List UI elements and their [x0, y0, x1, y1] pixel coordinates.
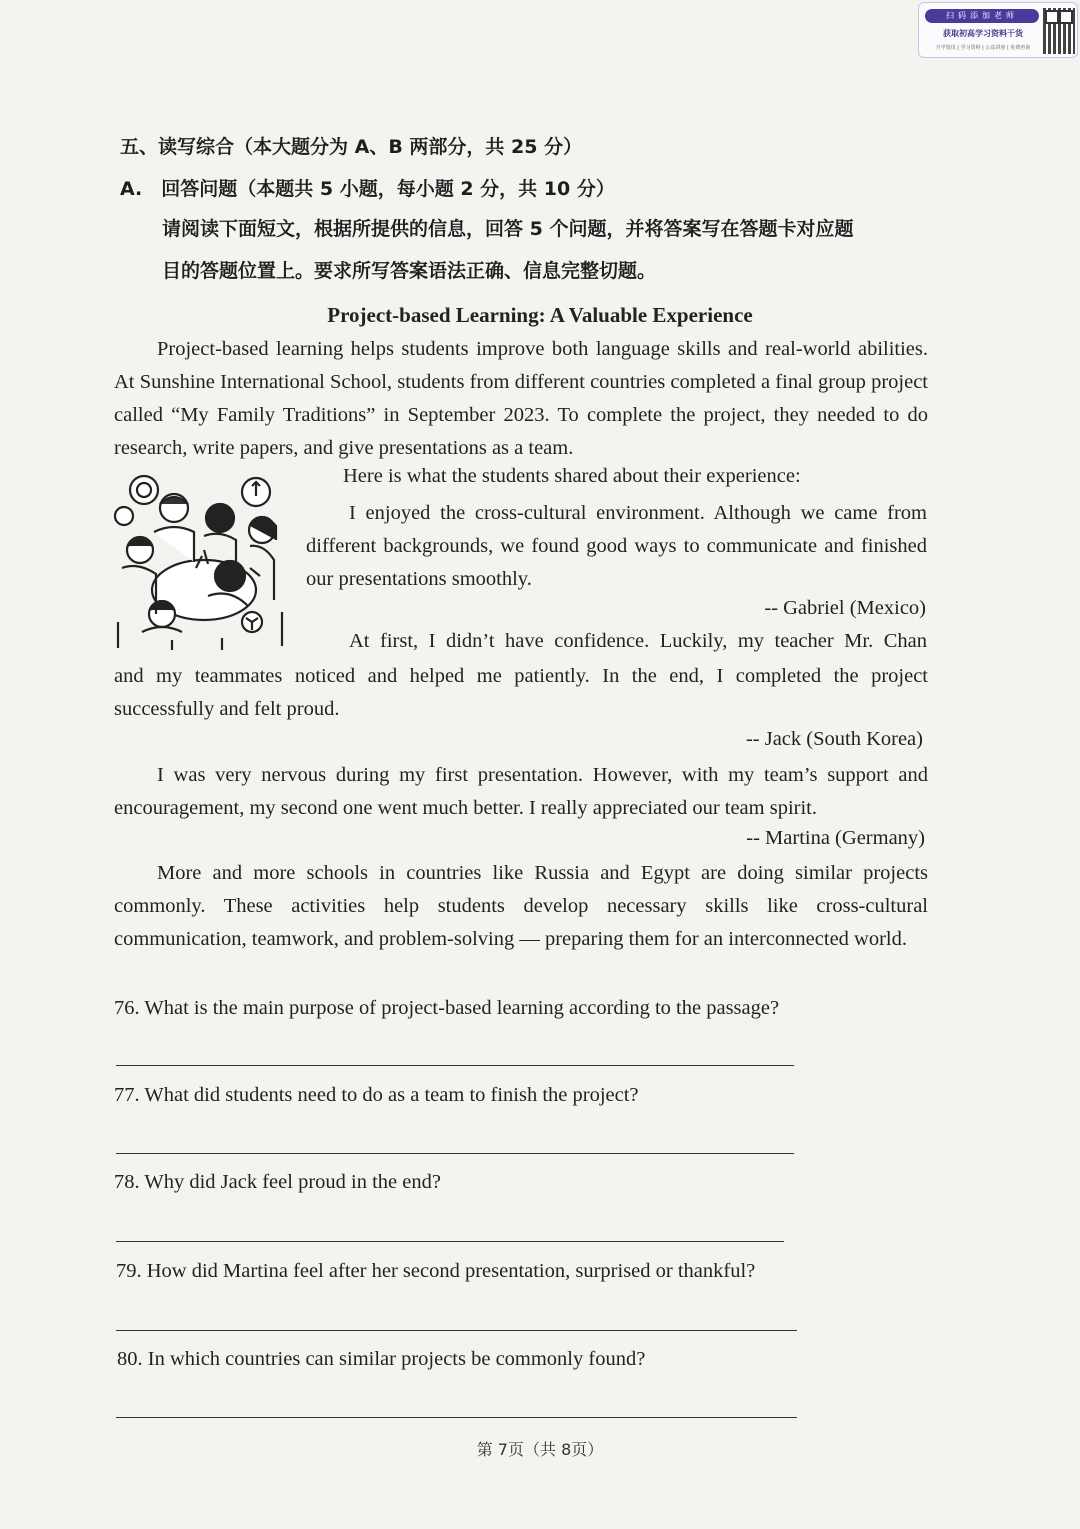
essay-paragraph-1: Project-based learning helps students improve both language skills and real-world abilities. At Sunshine International School, students from different countries completed a final group project called “My Family Traditions” in September 2023. To complete the project, they needed to do research, write papers, and give presentations as a team. — [114, 338, 928, 459]
quote-jack: and my teammates noticed and helped me patiently. In the end, I completed the project successfully and felt proud. — [114, 665, 928, 720]
question-79: 79. How did Martina feel after her second presentation, surprised or thankful? — [116, 1260, 756, 1282]
answer-line-79[interactable] — [116, 1330, 797, 1331]
answer-line-78[interactable] — [116, 1241, 784, 1242]
question-77: 77. What did students need to do as a team to finish the project? — [114, 1084, 639, 1106]
quote-martina: I was very nervous during my first presentation. However, with my team’s support and encouragement, my second one went much better. I really appreciated our team spirit. — [114, 764, 928, 819]
answer-line-77[interactable] — [116, 1153, 794, 1154]
question-80: 80. In which countries can similar projects be commonly found? — [117, 1348, 646, 1370]
instruction-line-2: 目的答题位置上。要求所写答案语法正确、信息完整切题。 — [162, 260, 657, 282]
students-intro: Here is what the students shared about their experience: — [343, 465, 801, 487]
promo-subtext: 升学资讯 | 学习资料 | 公益讲座 | 免费咨询 — [935, 45, 1031, 51]
students-discussion-illustration — [112, 472, 294, 650]
page-number: 第 7页（共 8页） — [476, 1440, 604, 1459]
quote-gabriel: I enjoyed the cross-cultural environment. Although we came from different backgrounds, we found good ways to communicate and finished our presentations smoothly. — [306, 502, 927, 590]
question-78: 78. Why did Jack feel proud in the end? — [114, 1171, 441, 1193]
section-title: 五、读写综合（本大题分为 A、B 两部分，共 25 分） — [120, 136, 583, 158]
answer-line-76[interactable] — [116, 1065, 794, 1066]
signature-jack: -- Jack (South Korea) — [745, 728, 923, 750]
instruction-line-1: 请阅读下面短文，根据所提供的信息，回答 5 个问题，并将答案写在答题卡对应题 — [162, 218, 854, 240]
qr-code-icon[interactable] — [1043, 8, 1075, 54]
signature-gabriel: -- Gabriel (Mexico) — [764, 597, 926, 619]
answer-line-80[interactable] — [116, 1417, 797, 1418]
essay-paragraph-last: More and more schools in countries like Russia and Egypt are doing similar projects commonly. These activities help students develop necessary skills like cross-cultural communication, teamwork, and problem-solving — preparing them for an interconnected world. — [114, 862, 928, 950]
essay-title: Project-based Learning: A Valuable Experience — [327, 303, 753, 327]
part-a-title: A. 回答问题（本题共 5 小题，每小题 2 分，共 10 分） — [120, 178, 615, 200]
promo-text: 获取初高学习资料干货 — [943, 29, 1023, 38]
question-76: 76. What is the main purpose of project-based learning according to the passage? — [114, 997, 780, 1019]
promo-badge[interactable] — [918, 2, 1078, 58]
quote-jack-first-line: At first, I didn’t have confidence. Luckily, my teacher Mr. Chan — [349, 630, 927, 652]
signature-martina: -- Martina (Germany) — [746, 827, 925, 849]
promo-pill: 扫码添加老师 — [925, 9, 1039, 23]
